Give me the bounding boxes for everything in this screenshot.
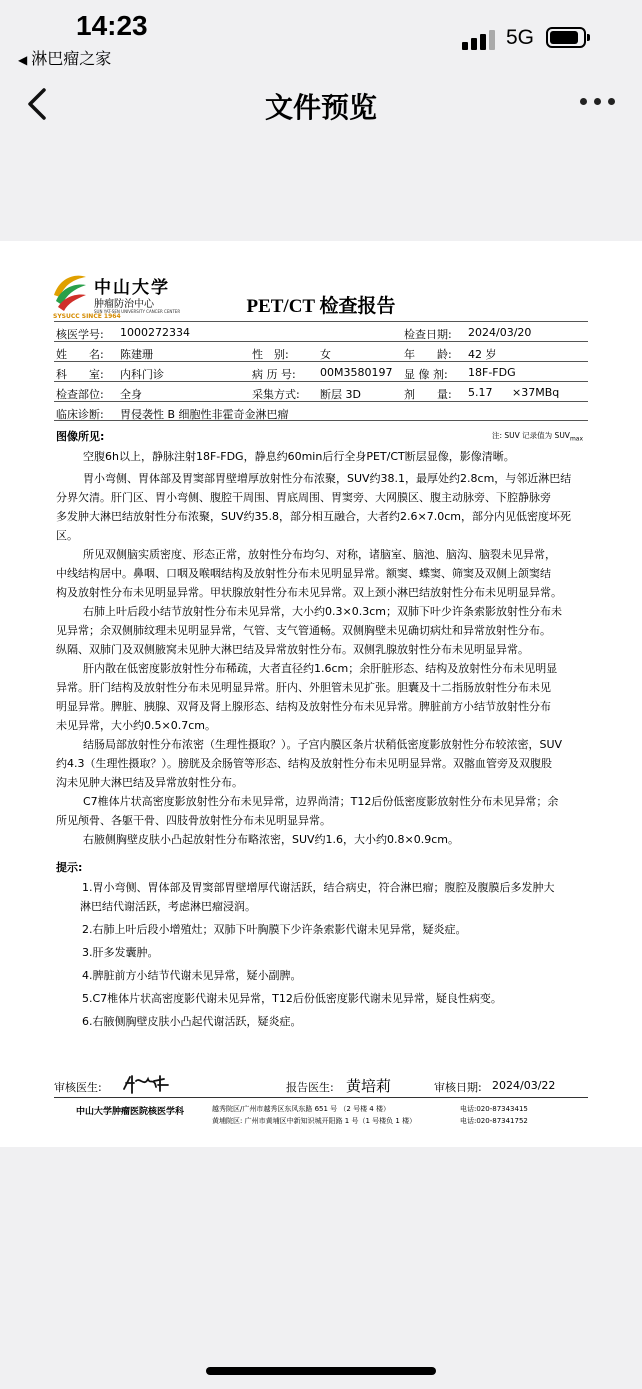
agent-label: 显 像 剂: bbox=[404, 368, 448, 381]
findings-line: 肝内散在低密度影放射性分布稀疏，大者直径约1.6cm；余肝脏形态、结构及放射性分布未见明显 bbox=[83, 662, 558, 675]
suv-note-sub: max bbox=[569, 435, 584, 443]
findings-line: 构及放射性分布未见明显异常。甲状腺放射性分布未见异常。双上颈小淋巴结放射性分布未见明显异常。 bbox=[56, 586, 562, 599]
dept-label: 科 室: bbox=[56, 368, 104, 381]
findings-line: 沟未见肿大淋巴结及异常放射性分布。 bbox=[56, 776, 243, 789]
review-date-value: 2024/03/22 bbox=[492, 1079, 556, 1092]
back-triangle-icon: ◀ bbox=[18, 53, 28, 67]
status-bar bbox=[0, 0, 642, 70]
footer-dept: 中山大学肿瘤医院核医学科 bbox=[76, 1107, 185, 1117]
findings-heading: 图像所见: bbox=[56, 430, 105, 443]
date-label: 检查日期: bbox=[404, 328, 452, 341]
tip-line: 5.C7椎体片状高密度影代谢未见异常，T12后份低密度影代谢未见异常，疑良性病变。 bbox=[82, 992, 502, 1005]
site-label: 检查部位: bbox=[56, 388, 104, 401]
findings-line: 右肺上叶后段小结节放射性分布未见异常，大小约0.3×0.3cm；双肺下叶少许条索影放射性分布未 bbox=[83, 605, 562, 618]
findings-line: 右腋侧胸壁皮肤小凸起放射性分布略浓密，SUV约1.6，大小约0.8×0.9cm。 bbox=[83, 833, 460, 846]
info-row bbox=[54, 341, 588, 361]
age-value: 42 岁 bbox=[468, 348, 497, 361]
signal-icon bbox=[462, 28, 496, 50]
findings-line: 约4.3（生理性摄取？）。膀胱及余肠管等形态、结构及放射性分布未见明显异常。双髂血管旁及双腹股 bbox=[56, 757, 552, 770]
tip-line: 淋巴结代谢活跃，考虑淋巴瘤浸润。 bbox=[80, 900, 256, 913]
info-row bbox=[54, 321, 588, 341]
tip-item bbox=[82, 966, 592, 985]
findings-paragraph bbox=[83, 447, 588, 466]
record-value: 00M3580197 bbox=[320, 366, 393, 379]
battery-icon bbox=[546, 27, 586, 48]
findings-line: 异常。肝门结构及放射性分布未见明显异常。肝内、外胆管未见扩张。胆囊及十二指肠放射性分布未见 bbox=[56, 681, 551, 694]
findings-line: 明显异常。脾脏、胰腺、双肾及肾上腺形态、结构及放射性分布未见异常。脾脏前方小结节放射性分布 bbox=[56, 700, 551, 713]
logo-name: 中山大学 bbox=[94, 278, 170, 298]
findings-paragraph bbox=[56, 792, 588, 830]
name-label: 姓 名: bbox=[56, 348, 104, 361]
dose-label: 剂 量: bbox=[404, 388, 452, 401]
diag-value: 胃侵袭性 B 细胞性非霍奇金淋巴瘤 bbox=[120, 408, 289, 421]
more-options-icon[interactable] bbox=[578, 98, 618, 108]
findings-paragraph bbox=[56, 602, 588, 659]
logo-code: SYSUCC SINCE 1964 bbox=[53, 313, 121, 320]
tip-item bbox=[82, 1012, 592, 1031]
tip-line: 3.肝多发囊肿。 bbox=[82, 946, 159, 959]
findings-line: 分界欠清。肝门区、胃小弯侧、腹腔干周围、胃底周围、胃窦旁、大网膜区、腹主动脉旁、下腔静脉旁 bbox=[56, 491, 551, 504]
nav-bar bbox=[0, 72, 642, 136]
footer-address-2: 黄埔院区: 广州市黄埔区中新知识城开阳路 1 号（1 号楼负 1 楼） bbox=[212, 1117, 417, 1125]
tips-heading: 提示: bbox=[56, 861, 83, 874]
findings-paragraph bbox=[56, 735, 588, 792]
findings-paragraph bbox=[56, 469, 588, 545]
tips-section bbox=[82, 878, 592, 1035]
findings-line: 中线结构居中。鼻咽、口咽及喉咽结构及放射性分布未见明显异常。额窦、蝶窦、筛窦及双侧上颌窦结 bbox=[56, 567, 551, 580]
findings-paragraph bbox=[56, 545, 588, 602]
tip-item bbox=[82, 989, 592, 1008]
mode-value: 断层 3D bbox=[320, 388, 361, 401]
sex-label: 性 别: bbox=[252, 348, 289, 361]
id-label: 核医学号: bbox=[56, 328, 104, 341]
info-row bbox=[54, 401, 588, 421]
info-row bbox=[54, 361, 588, 381]
site-value: 全身 bbox=[120, 388, 142, 401]
logo-subtitle: 肿瘤防治中心 bbox=[94, 299, 154, 310]
footer-divider bbox=[54, 1097, 588, 1098]
findings-line: 多发肿大淋巴结放射性分布浓聚，SUV约35.8，部分相互融合，大者约2.6×7.0cm，部分内见低密度坏死 bbox=[56, 510, 572, 523]
review-signature-icon bbox=[120, 1073, 176, 1095]
review-doctor-label: 审核医生: bbox=[54, 1081, 102, 1094]
info-row bbox=[54, 381, 588, 401]
mode-label: 采集方式: bbox=[252, 388, 300, 401]
sex-value: 女 bbox=[320, 348, 331, 361]
network-type: 5G bbox=[506, 26, 535, 49]
suv-note-text: 注: SUV 记录值为 SUV bbox=[492, 431, 570, 440]
findings-line: 所见双侧脑实质密度、形态正常，放射性分布均匀、对称，诸脑室、脑池、脑沟、脑裂未见异常， bbox=[83, 548, 556, 561]
diag-label: 临床诊断: bbox=[56, 408, 104, 421]
review-date-label: 审核日期: bbox=[434, 1081, 482, 1094]
back-app-label: 淋巴瘤之家 bbox=[31, 49, 112, 68]
findings-line: 胃小弯侧、胃体部及胃窦部胃壁增厚放射性分布浓聚，SUV约38.1，最厚处约2.8cm，与邻近淋巴结 bbox=[83, 472, 572, 485]
patient-info-table bbox=[54, 321, 588, 421]
dose-value: 5.17 bbox=[468, 386, 493, 399]
findings-line: 未见异常，大小约0.5×0.7cm。 bbox=[56, 719, 216, 732]
date-value: 2024/03/20 bbox=[468, 326, 532, 339]
findings-line: C7椎体片状高密度影放射性分布未见异常，边界尚清；T12后份低密度影放射性分布未见异常；余 bbox=[83, 795, 559, 808]
id-value: 1000272334 bbox=[120, 326, 190, 339]
tip-line: 1.胃小弯侧、胃体部及胃窦部胃壁增厚代谢活跃，结合病史，符合淋巴瘤；腹腔及腹膜后多发肿大 bbox=[82, 881, 555, 894]
findings-paragraph bbox=[56, 659, 588, 735]
agent-value: 18F-FDG bbox=[468, 366, 516, 379]
tip-item bbox=[82, 920, 592, 939]
findings-line: 所见颅骨、各躯干骨、四肢骨放射性分布未见明显异常。 bbox=[56, 814, 331, 827]
tip-item bbox=[82, 878, 592, 916]
home-indicator[interactable] bbox=[206, 1367, 436, 1375]
findings-line: 见异常；余双侧肺纹理未见明显异常，气管、支气管通畅。双侧胸壁未见确切病灶和异常放射性分布。 bbox=[56, 624, 551, 637]
signature-row bbox=[54, 1073, 588, 1095]
footer-tel-2: 电话:020-87341752 bbox=[460, 1117, 528, 1125]
document-preview[interactable] bbox=[0, 241, 642, 1147]
status-time: 14:23 bbox=[76, 10, 148, 41]
page-title: 文件预览 bbox=[264, 91, 377, 124]
findings-line: 空腹6h以上，静脉注射18F-FDG，静息约60min后行全身PET/CT断层显像，影像清晰。 bbox=[83, 450, 515, 463]
back-to-app[interactable] bbox=[18, 46, 111, 69]
age-label: 年 龄: bbox=[404, 348, 452, 361]
findings-line: 区。 bbox=[56, 529, 78, 542]
suv-note bbox=[492, 430, 583, 443]
findings-line: 纵隔、双肺门及双侧腋窝未见肿大淋巴结及异常放射性分布。双侧乳腺放射性分布未见明显异常。 bbox=[56, 643, 529, 656]
findings-line: 结肠局部放射性分布浓密（生理性摄取？）。子宫内膜区条片状稍低密度影放射性分布较浓密，SUV bbox=[83, 738, 563, 751]
tip-line: 2.右肺上叶后段小增殖灶；双肺下叶胸膜下少许条索影代谢未见异常，疑炎症。 bbox=[82, 923, 467, 936]
tip-line: 4.脾脏前方小结节代谢未见异常，疑小副脾。 bbox=[82, 969, 302, 982]
findings-paragraph bbox=[83, 830, 588, 849]
dose-unit: ×37MBq bbox=[512, 386, 560, 399]
report-doctor-label: 报告医生: bbox=[286, 1081, 334, 1094]
tip-item bbox=[82, 943, 592, 962]
logo-english: SUN YAT-SEN UNIVERSITY CANCER CENTER bbox=[94, 309, 181, 314]
tip-line: 6.右腋侧胸壁皮肤小凸起代谢活跃，疑炎症。 bbox=[82, 1015, 302, 1028]
name-value: 陈建珊 bbox=[120, 348, 153, 361]
report-title: PET/CT 检查报告 bbox=[246, 296, 396, 317]
record-label: 病 历 号: bbox=[252, 368, 296, 381]
footer-tel-1: 电话:020-87343415 bbox=[460, 1105, 528, 1113]
report-doctor-name: 黄培莉 bbox=[346, 1077, 392, 1095]
dept-value: 内科门诊 bbox=[120, 368, 164, 381]
footer-address-1: 越秀院区/广州市越秀区东风东路 651 号 （2 号楼 4 楼） bbox=[212, 1105, 390, 1113]
